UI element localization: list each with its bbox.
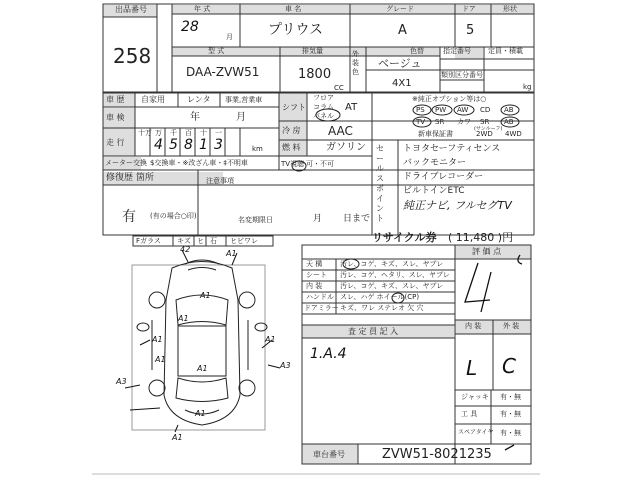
car-name-label: 車 名 <box>285 5 302 13</box>
mileage-digit: 8 <box>184 137 193 153</box>
sales-point-item: トヨタセーフティセンス <box>403 144 501 154</box>
grade-value: A <box>398 23 407 38</box>
repair-value: 有 <box>122 209 136 225</box>
color-change-label: 色替 <box>410 47 424 55</box>
damage-code: A1 <box>195 409 206 418</box>
displacement-unit: CC <box>334 84 344 92</box>
glass-option: Fガラス <box>136 237 161 245</box>
option-ab: AB <box>504 106 514 114</box>
model-value: DAA-ZVW51 <box>186 65 260 79</box>
damage-code: A1 <box>155 355 166 364</box>
name-change-month: 月 <box>313 214 323 224</box>
recycle-amount: ( 11,480 )円 <box>448 231 514 244</box>
shift-option-panel: パネル <box>313 112 334 120</box>
inner-label: 内 装 <box>465 322 482 330</box>
mileage-label: 走 行 <box>106 138 125 147</box>
sales-point-item: バックモニター <box>403 158 467 168</box>
ac-label: 冷 房 <box>282 126 301 135</box>
glass-option: ヒ <box>197 237 204 245</box>
outer-score: C <box>502 354 516 378</box>
condition-row-label: ハンドル <box>306 293 334 301</box>
condition-row-options: キズ、ワレ ステレオ 欠 穴 <box>340 304 424 312</box>
inspection-year-unit: 年 <box>190 112 200 123</box>
option-cd: CD <box>480 106 491 114</box>
shift-label: シフト <box>282 103 306 112</box>
color-value: ベージュ <box>378 57 422 70</box>
year-label: 年 式 <box>194 5 211 13</box>
score-label: 評 価 点 <box>472 247 502 256</box>
option-tv: TV <box>416 118 426 126</box>
shift-value: AT <box>345 102 358 113</box>
drive-4wd: 4WD <box>505 130 522 138</box>
condition-row-label: ドアミラー <box>304 304 339 312</box>
tools-label: 工 具 <box>461 410 478 418</box>
mileage-unit: km <box>252 145 263 153</box>
spare-label: スペアタイヤ <box>458 429 494 436</box>
name-change-day: 日まで <box>343 214 371 224</box>
shift-option-column: コラム <box>313 103 334 111</box>
fuel-label: 燃 料 <box>282 143 301 152</box>
sales-point-handwritten: 純正ナビ, フルセグTV <box>403 199 512 212</box>
condition-row-options: 汚レ、コゲ、ヘタリ、スレ、ヤブレ <box>340 271 450 279</box>
lot-number: 258 <box>113 44 152 68</box>
damage-code: A1 <box>226 249 237 258</box>
recycle-label: リサイクル券 <box>372 231 437 244</box>
ac-value: AAC <box>328 124 353 138</box>
capacity-label: 定員・積載 <box>488 47 523 55</box>
outer-label: 外 装 <box>503 322 520 330</box>
mileage-digit: 4 <box>154 137 163 153</box>
history-label: 車 歴 <box>106 95 125 104</box>
chassis-number: ZVW51-8021235 <box>382 447 492 462</box>
tv-label: TV視聴 <box>281 160 305 168</box>
private-label: 自家用 <box>141 95 165 104</box>
option-sunroof-note: (サンルーフ) <box>474 126 503 132</box>
option-sr: SR <box>435 118 445 126</box>
option-pw: PW <box>435 106 447 114</box>
damage-code: A1 <box>200 291 211 300</box>
damage-code: A1 <box>265 335 276 344</box>
shape-label: 形状 <box>503 5 517 13</box>
inspector-label: 査 定 員 記 入 <box>348 327 399 336</box>
category-label: 類別区分番号 <box>441 71 483 79</box>
sales-point-item: ビルトインETC <box>403 186 465 196</box>
damage-code: A3 <box>280 361 291 370</box>
damage-code: A1 <box>152 335 163 344</box>
option-ps: PS <box>416 106 425 114</box>
jack-options: 有・無 <box>500 393 521 401</box>
jack-label: ジャッキ <box>461 393 489 401</box>
year-value: 28 <box>181 19 199 35</box>
mileage-place: 十万 <box>138 129 152 137</box>
repair-label: 修復歴 箇所 <box>106 173 154 183</box>
mileage-place: 百 <box>185 129 192 137</box>
glass-option: キズ <box>177 237 191 245</box>
glass-option: ヒビワレ <box>230 237 258 245</box>
mileage-digit: 3 <box>214 137 223 153</box>
commercial-label: 事業,営業車 <box>225 96 263 104</box>
displacement-label: 排気量 <box>302 47 323 55</box>
spare-options: 有・無 <box>500 429 521 437</box>
shift-option-floor: フロア <box>313 94 334 102</box>
mileage-digit: 5 <box>169 137 178 153</box>
notes-label: 注意事項 <box>206 177 234 185</box>
damage-code: A1 <box>178 314 189 323</box>
sales-point-item: ドライブレコーダー <box>403 172 484 182</box>
exterior-color-label: 外装色 <box>352 50 359 76</box>
options-note: ※純正オプション等は○ <box>412 95 487 103</box>
displacement-value: 1800 <box>298 67 332 82</box>
inner-score: L <box>466 356 478 380</box>
mileage-place: 千 <box>170 129 177 137</box>
grade-label: グレード <box>386 5 414 13</box>
rental-label: レンタ <box>187 95 211 104</box>
drive-value: 4X1 <box>392 78 412 89</box>
condition-row-label: 内 装 <box>306 282 323 290</box>
option-leather: カワ <box>457 118 471 126</box>
inspection-month-unit: 月 <box>236 112 246 123</box>
model-label: 型 式 <box>208 47 225 55</box>
meter-change-label: メーター交換 <box>105 159 147 167</box>
damage-code: A1 <box>172 433 183 442</box>
mileage-place: 万 <box>155 129 162 137</box>
drive-2wd: 2WD <box>476 130 493 138</box>
capacity-unit: kg <box>523 83 532 91</box>
fuel-value: ガソリン <box>326 142 366 153</box>
damage-code: A3 <box>116 377 127 386</box>
inspection-label: 車 検 <box>106 113 125 122</box>
tv-options: 可・不可 <box>306 160 334 168</box>
condition-row-label: 天 構 <box>306 260 323 268</box>
condition-row-options: 汚レ、コゲ、キズ、スレ、ヤブレ <box>340 260 444 268</box>
tools-options: 有・無 <box>500 410 521 418</box>
glass-option: 石 <box>210 237 217 245</box>
lot-label: 出品番号 <box>115 5 147 14</box>
sales-points-label: セールスポイント <box>376 144 384 223</box>
option-ab2: AB <box>504 118 514 126</box>
mileage-place: 一 <box>215 129 222 137</box>
option-aw: AW <box>457 106 469 114</box>
car-diagram <box>125 250 280 432</box>
damage-code: A1 <box>197 364 208 373</box>
damage-code: 42 <box>180 245 191 254</box>
name-change-label: 名変期限日 <box>238 216 273 224</box>
car-name: プリウス <box>268 22 324 38</box>
option-sr2: SR <box>480 118 490 126</box>
repair-note: (有の場合○印) <box>150 212 197 220</box>
year-unit: 月 <box>226 33 233 41</box>
designated-no-label: 指定番号 <box>443 47 471 55</box>
mileage-place: 十 <box>200 129 207 137</box>
condition-row-options: スレ、ハゲ ホイール(CP) <box>340 293 420 301</box>
meter-change-options: $交換車・※改ざん車・‡不明車 <box>150 159 248 167</box>
chassis-label: 車台番号 <box>313 450 345 459</box>
inspector-note: 1.A.4 <box>310 346 347 362</box>
doors-value: 5 <box>466 23 475 38</box>
mileage-digit: 1 <box>199 137 208 153</box>
warranty-label: 新車保証書 <box>418 130 453 138</box>
condition-row-label: シート <box>306 271 327 279</box>
condition-row-options: 汚レ、コゲ、キズ、スレ、ヤブレ <box>340 282 444 290</box>
doors-label: ドア <box>462 5 476 13</box>
